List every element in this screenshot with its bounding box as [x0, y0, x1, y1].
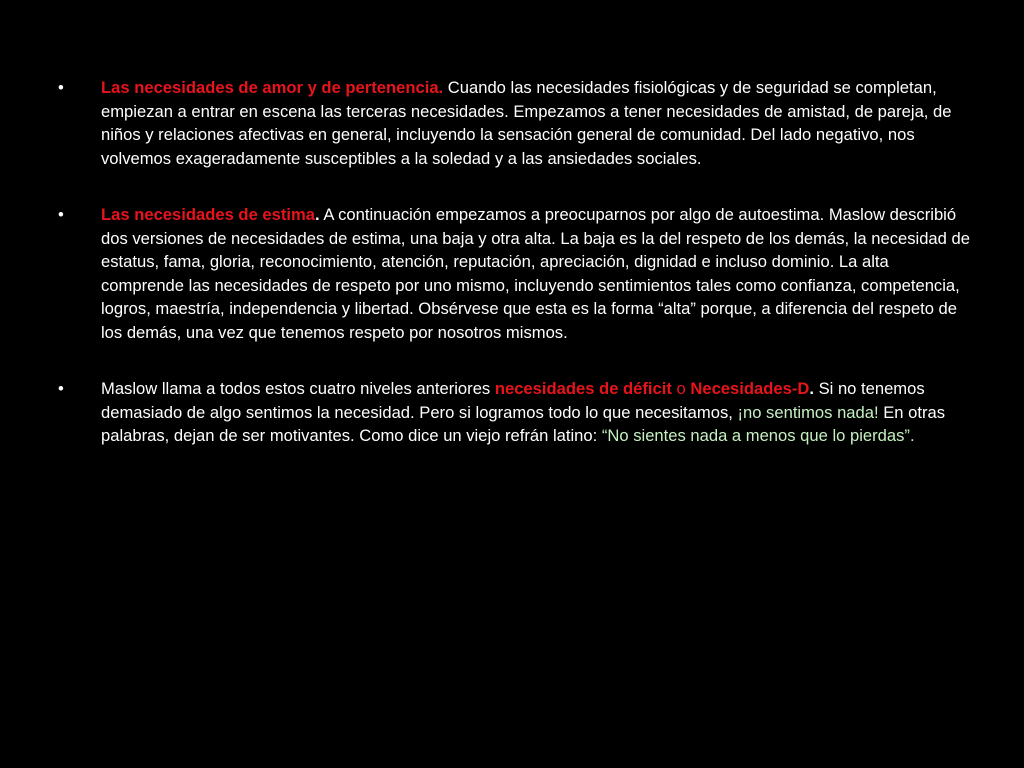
bullet-list — [58, 76, 970, 448]
bullet-love-belonging — [58, 76, 970, 170]
term-deficit-needs: necesidades de déficit — [494, 379, 672, 398]
bullet-text: Si no tenemos demasiado de algo sentimos la necesidad. Pero si logramos todo lo que necesitamos, — [101, 379, 925, 422]
bullet-esteem — [58, 203, 970, 344]
bullet-text: En otras palabras, dejan de ser motivantes. Como dice un viejo refrán latino: — [101, 402, 946, 445]
bullet-heading: Las necesidades de estima — [101, 205, 315, 224]
bullet-mark: • — [58, 78, 64, 97]
highlight-phrase: ¡no sentimos nada! — [737, 402, 879, 422]
term-connector: o — [671, 379, 691, 398]
bullet-text: Cuando las necesidades fisiológicas y de seguridad se completan, empiezan a entrar en escena las terceras necesidades. Empezamos a tener necesidades de amistad, de pareja, de niños y relaciones afectivas en general, incluyendo la sensación general de comunidad. Del lado negativo, nos volvemos exageradamente susceptibles a la soledad y a las ansiedades sociales. — [101, 78, 952, 168]
bullet-intro: Maslow llama a todos estos cuatro niveles anteriores — [101, 379, 495, 398]
bullet-heading: Las necesidades de amor y de pertenencia. — [101, 78, 444, 97]
bullet-heading-period: . — [315, 205, 320, 224]
bullet-text: A continuación empezamos a preocuparnos por algo de autoestima. Maslow describió dos versiones de necesidades de estima, una baja y otra alta. La baja es la del respeto de los demás, la necesidad de estatus, fama, gloria, reconocimiento, atención, reputación, apreciación, dignidad e incluso dominio. La alta comprende las necesidades de respeto por uno mismo, incluyendo sentimientos tales como confianza, competencia, logros, maestría, independencia y libertad. Obsérvese que esta es la forma “alta” porque, a diferencia del respeto de los demás, una vez que tenemos respeto por nosotros mismos. — [101, 205, 970, 342]
bullet-mark: • — [58, 379, 64, 398]
bullet-mark: • — [58, 205, 64, 224]
term-d-needs: Necesidades-D — [690, 379, 810, 398]
term-period: . — [809, 379, 814, 398]
bullet-deficit-needs — [58, 377, 970, 448]
latin-proverb-quote: “No sientes nada a menos que lo pierdas”. — [601, 426, 915, 445]
